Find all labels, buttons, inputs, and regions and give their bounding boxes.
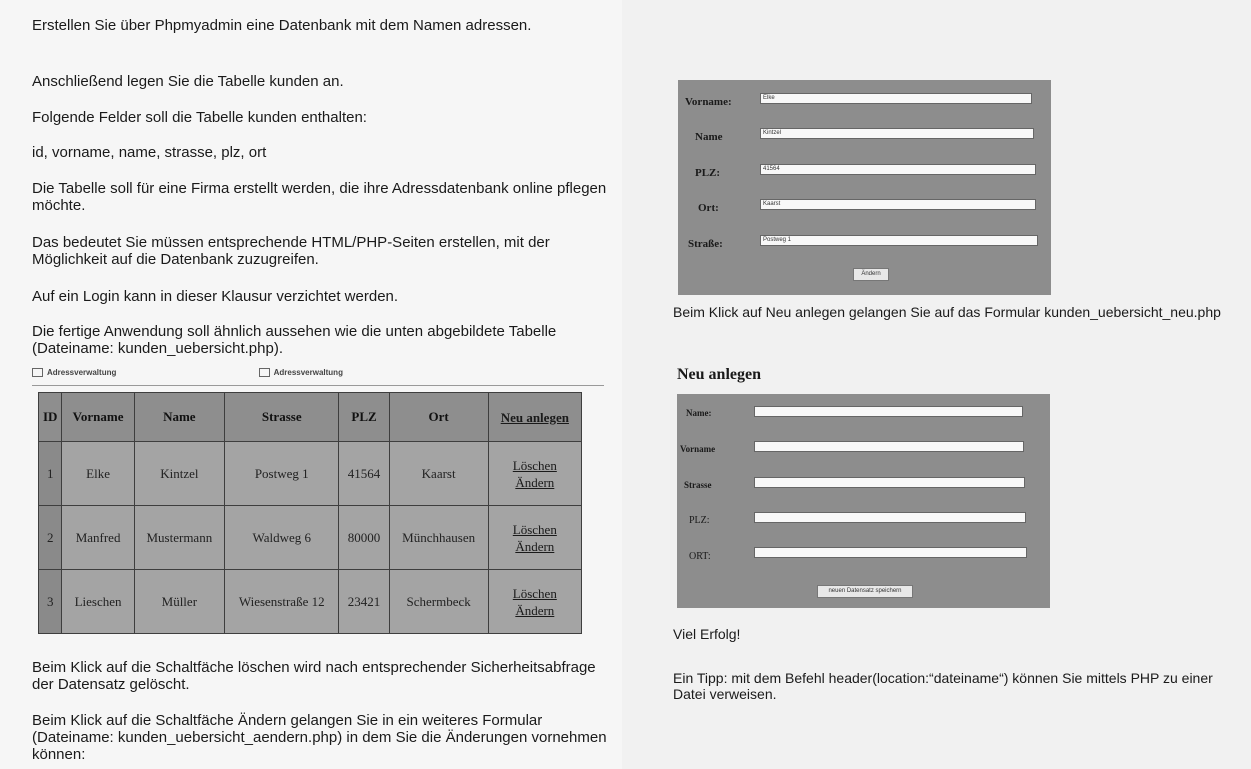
customer-table — [38, 392, 582, 634]
header-plz: PLZ — [339, 393, 389, 442]
cell-ort: Münchhausen — [389, 506, 488, 570]
cell-strasse: Postweg 1 — [224, 442, 339, 506]
table-header-row — [39, 393, 582, 442]
delete-link[interactable]: Löschen — [512, 457, 557, 473]
new-input-ort[interactable] — [754, 547, 1027, 558]
edit-link[interactable]: Ändern — [515, 602, 555, 618]
cell-plz: 80000 — [339, 506, 389, 570]
new-label-plz: PLZ: — [689, 515, 710, 526]
cell-id: 3 — [39, 570, 62, 634]
page-icon — [259, 368, 270, 377]
delete-link[interactable]: Löschen — [512, 521, 557, 537]
edit-link[interactable]: Ändern — [515, 474, 555, 490]
intro-paragraph-7: Auf ein Login kann in dieser Klausur verzichtet werden. — [32, 288, 399, 305]
edit-input-name[interactable]: Kintzel — [760, 128, 1034, 139]
new-record-link[interactable]: Neu anlegen — [500, 409, 569, 425]
header-vorname: Vorname — [62, 393, 134, 442]
cell-plz: 23421 — [339, 570, 389, 634]
header-ort: Ort — [389, 393, 488, 442]
header-name: Name — [134, 393, 224, 442]
cell-name: Müller — [134, 570, 224, 634]
edit-input-plz[interactable]: 41564 — [760, 164, 1036, 175]
edit-input-vorname[interactable]: Elke — [760, 93, 1032, 104]
new-input-plz[interactable] — [754, 512, 1026, 523]
new-record-heading: Neu anlegen — [677, 366, 761, 383]
table-row — [39, 442, 582, 506]
new-input-vorname[interactable] — [754, 441, 1024, 452]
edit-label-vorname: Vorname: — [685, 96, 732, 108]
delete-link[interactable]: Löschen — [512, 585, 557, 601]
left-page — [0, 0, 622, 769]
cell-vorname: Manfred — [62, 506, 134, 570]
new-label-vorname: Vorname — [680, 444, 716, 454]
closing-text: Viel Erfolg! — [673, 626, 741, 642]
cell-vorname: Lieschen — [62, 570, 134, 634]
browser-tab[interactable]: Adressverwaltung — [32, 368, 116, 377]
edit-input-strasse[interactable]: Postweg 1 — [760, 235, 1038, 246]
cell-strasse: Waldweg 6 — [224, 506, 339, 570]
right-page — [622, 0, 1251, 769]
new-input-name[interactable] — [754, 406, 1023, 417]
cell-id: 2 — [39, 506, 62, 570]
cell-ort: Schermbeck — [389, 570, 488, 634]
cell-name: Kintzel — [134, 442, 224, 506]
browser-tab-strip — [32, 368, 604, 386]
intro-paragraph-2: Anschließend legen Sie die Tabelle kunden an. — [32, 73, 344, 90]
cell-plz: 41564 — [339, 442, 389, 506]
tip-text: Ein Tipp: mit dem Befehl header(location:“dateiname“) können Sie mittels PHP zu einer Datei verweisen. — [673, 670, 1213, 702]
cell-vorname: Elke — [62, 442, 134, 506]
cell-actions — [488, 570, 581, 634]
edit-label-plz: PLZ: — [695, 167, 721, 179]
header-strasse: Strasse — [224, 393, 339, 442]
edit-form — [678, 80, 1051, 295]
browser-tab[interactable]: Adressverwaltung — [259, 368, 343, 377]
new-form — [677, 394, 1050, 608]
intro-paragraph-5: Die Tabelle soll für eine Firma erstellt werden, die ihre Adressdatenbank online pflegen möchte. — [32, 180, 607, 214]
new-label-name: Name: — [686, 408, 712, 418]
edit-label-strasse: Straße: — [688, 238, 723, 250]
cell-actions — [488, 506, 581, 570]
table-row — [39, 506, 582, 570]
edit-input-ort[interactable]: Kaarst — [760, 199, 1036, 210]
header-id: ID — [39, 393, 62, 442]
intro-paragraph-6: Das bedeutet Sie müssen entsprechende HTML/PHP-Seiten erstellen, mit der Möglichkeit auf die Datenbank zuzugreifen. — [32, 234, 550, 268]
delete-explanation: Beim Klick auf die Schaltfäche löschen wird nach entsprechender Sicherheitsabfrage der Datensatz gelöscht. — [32, 659, 596, 693]
cell-actions — [488, 442, 581, 506]
header-new-cell — [488, 393, 581, 442]
intro-paragraph-8: Die fertige Anwendung soll ähnlich aussehen wie die unten abgebildete Tabelle (Dateiname: kunden_uebersicht.php). — [32, 323, 557, 357]
save-new-record-button[interactable]: neuen Datensatz speichern — [817, 585, 913, 598]
edit-label-name: Name — [695, 131, 723, 143]
new-form-note: Beim Klick auf Neu anlegen gelangen Sie auf das Formular kunden_uebersicht_neu.php — [673, 304, 1221, 320]
edit-explanation: Beim Klick auf die Schaltfäche Ändern gelangen Sie in ein weiteres Formular (Dateiname: kunden_uebersicht_aendern.php) in dem Sie die Änderungen vornehmen können: — [32, 712, 607, 763]
table-row — [39, 570, 582, 634]
edit-submit-button[interactable]: Ändern — [853, 268, 889, 281]
edit-link[interactable]: Ändern — [515, 538, 555, 554]
new-label-ort: ORT: — [689, 551, 711, 562]
intro-paragraph-3: Folgende Felder soll die Tabelle kunden enthalten: — [32, 109, 367, 126]
field-list: id, vorname, name, strasse, plz, ort — [32, 144, 267, 161]
edit-label-ort: Ort: — [698, 202, 719, 214]
cell-name: Mustermann — [134, 506, 224, 570]
cell-id: 1 — [39, 442, 62, 506]
cell-strasse: Wiesenstraße 12 — [224, 570, 339, 634]
new-input-strasse[interactable] — [754, 477, 1025, 488]
cell-ort: Kaarst — [389, 442, 488, 506]
new-label-strasse: Strasse — [684, 480, 712, 490]
intro-paragraph-1: Erstellen Sie über Phpmyadmin eine Datenbank mit dem Namen adressen. — [32, 17, 532, 34]
page-icon — [32, 368, 43, 377]
